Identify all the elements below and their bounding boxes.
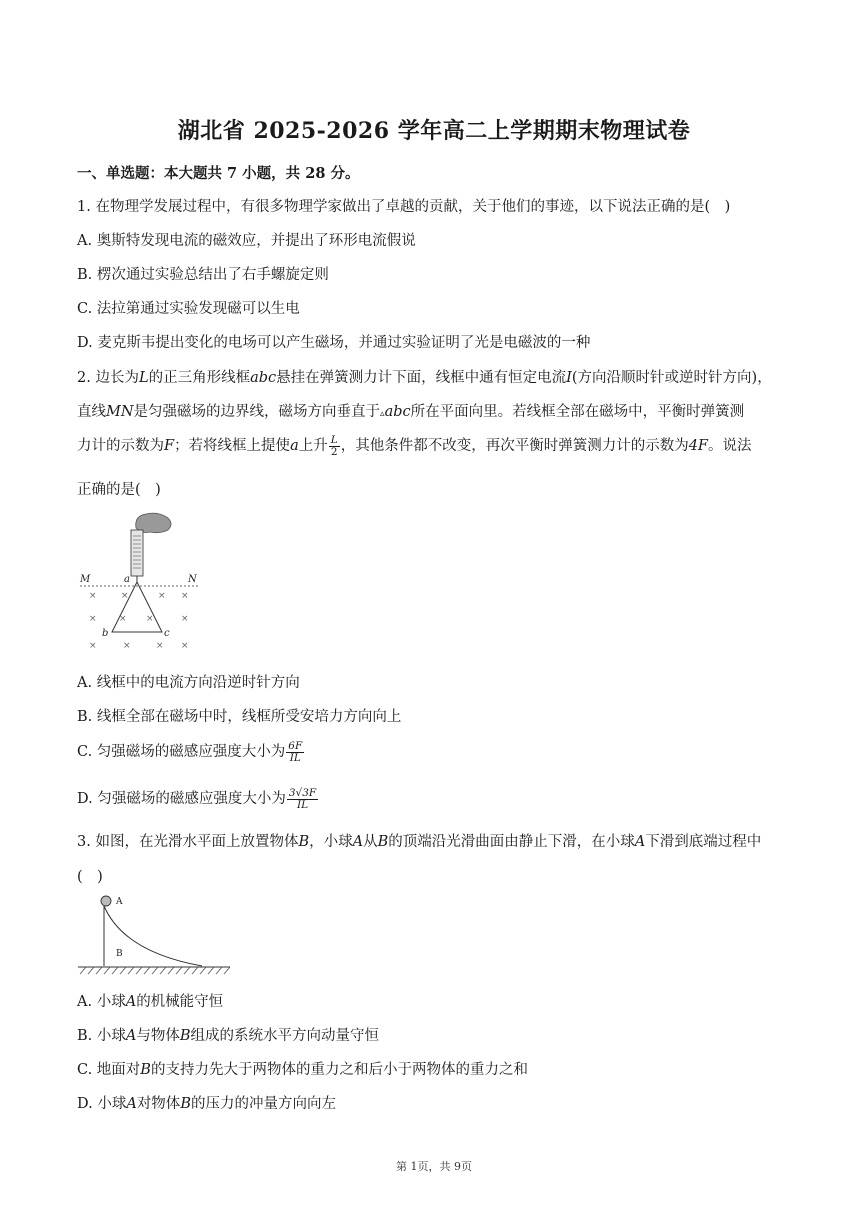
svg-text:×: × (181, 641, 189, 651)
q3-text: 的顶端沿光滑曲面由静止下滑，在小球 (388, 834, 635, 850)
q3-text: 下滑到底端过程中 (645, 834, 762, 850)
q3-text: B. 小球 (77, 1028, 126, 1044)
ground-hatching (80, 967, 230, 974)
section-heading: 一、单选题：本大题共 7 小题，共 28 分。 (77, 165, 360, 182)
svg-text:×: × (89, 614, 97, 624)
q2-option-c-text: C. 匀强磁场的磁感应强度大小为 (77, 744, 286, 760)
q2-text: 是匀强磁场的边界线，磁场方向垂直于 (133, 404, 381, 420)
q3-symbol: A (125, 994, 137, 1010)
svg-text:×: × (181, 614, 189, 624)
q2-option-a: A. 线框中的电流方向沿逆时针方向 (77, 675, 300, 691)
q3-text: 的机械能守恒 (136, 994, 224, 1010)
svg-text:×: × (89, 591, 97, 601)
q2-stem-line4: 正确的是( ) (77, 482, 161, 498)
q3-symbol: A (352, 834, 364, 850)
q3-stem-line2: ( ) (77, 869, 103, 885)
fraction-numerator: L (330, 433, 338, 446)
q3-symbol: A (634, 834, 646, 850)
q3-symbol: B (298, 834, 310, 850)
fraction-6f-over-il (286, 741, 304, 764)
q2-text: 。说法 (708, 438, 752, 454)
q1-option-a: A. 奥斯特发现电流的磁效应，并提出了环形电流假说 (77, 233, 416, 249)
q2-text: (方向沿顺时针或逆时针方向)， (571, 370, 772, 386)
label-c: c (164, 628, 170, 639)
q2-option-d-text: D. 匀强磁场的磁感应强度大小为 (77, 791, 286, 807)
ball-icon (101, 896, 111, 906)
q2-text: ；若将线框上提使 (174, 438, 291, 454)
q3-stem-line1 (77, 830, 761, 851)
q3-symbol: A (126, 1096, 137, 1112)
q2-option-c (77, 740, 305, 764)
q2-symbol: MN (106, 404, 134, 420)
q2-option-d (77, 787, 319, 811)
svg-text:×: × (181, 591, 189, 601)
q3-symbol: B (140, 1062, 151, 1078)
q2-text: 上升 (298, 438, 328, 454)
svg-text:×: × (123, 641, 131, 651)
q2-stem-line1 (77, 366, 772, 387)
q3-option-d (77, 1092, 336, 1113)
label-ball-a: A (116, 897, 123, 907)
svg-text:×: × (156, 641, 164, 651)
fraction-numerator: 3√3F (288, 786, 317, 799)
q3-text: 从 (363, 834, 378, 850)
spring-scale-icon (131, 530, 143, 576)
q2-stem-line2 (77, 400, 744, 421)
triangle-frame (112, 582, 162, 632)
q3-text: 的支持力先大于两物体的重力之和后小于两物体的重力之和 (150, 1062, 528, 1078)
label-a: a (124, 574, 130, 585)
q3-symbol: B (179, 1028, 191, 1044)
label-n: N (188, 574, 197, 585)
q3-text: 的压力的冲量方向向左 (190, 1096, 336, 1112)
fraction-3root3f-over-il (287, 788, 318, 811)
q2-text: 悬挂在弹簧测力计下面，线框中通有恒定电流 (276, 370, 567, 386)
q3-text: 与物体 (136, 1028, 180, 1044)
q3-option-a (77, 990, 223, 1011)
exam-title: 湖北省 2025-2026 学年高二上学期期末物理试卷 (177, 118, 691, 144)
svg-text:×: × (158, 591, 166, 601)
q3-text: 组成的系统水平方向动量守恒 (190, 1028, 380, 1044)
curved-block-figure (76, 890, 236, 980)
q3-text: ，小球 (309, 834, 353, 850)
q3-text: A. 小球 (77, 994, 126, 1010)
q3-text: 3. 如图，在光滑水平面上放置物体 (77, 834, 299, 850)
q2-text: 直线 (77, 404, 106, 420)
q2-text: 的正三角形线框 (148, 370, 251, 386)
fraction-l-over-2 (329, 435, 340, 458)
q2-symbol: a (290, 438, 299, 454)
fraction-denominator: 2 (330, 445, 338, 458)
q3-option-c (77, 1058, 528, 1079)
q2-symbol: F (164, 438, 175, 454)
fraction-numerator: 6F (288, 739, 303, 752)
label-block-b: B (116, 949, 123, 959)
magnetic-field-marks (89, 591, 189, 651)
q2-text: 所在平面向里。若线框全部在磁场中，平衡时弹簧测 (410, 404, 745, 420)
q1-option-b: B. 楞次通过实验总结出了右手螺旋定则 (77, 267, 329, 283)
q3-text: D. 小球 (77, 1096, 127, 1112)
q1-option-d: D. 麦克斯韦提出变化的电场可以产生磁场，并通过实验证明了光是电磁波的一种 (77, 335, 591, 351)
q1-option-c: C. 法拉第通过实验发现磁可以生电 (77, 301, 300, 317)
svg-text:×: × (146, 614, 154, 624)
svg-text:×: × (121, 591, 129, 601)
q2-symbol: abc (384, 404, 411, 420)
q2-stem-line3 (77, 434, 752, 458)
q3-symbol: A (125, 1028, 137, 1044)
q2-symbol: L (138, 370, 149, 386)
q2-option-b: B. 线框全部在磁场中时，线框所受安培力方向向上 (77, 709, 402, 725)
q2-symbol: abc (250, 370, 277, 386)
page-footer: 第 1页，共 9页 (396, 1160, 472, 1173)
label-m: M (80, 574, 91, 585)
label-b: b (102, 628, 109, 639)
fraction-denominator: IL (289, 751, 301, 764)
svg-text:×: × (89, 641, 97, 651)
q3-text: 对物体 (136, 1096, 181, 1112)
q2-text: 力计的示数为 (77, 438, 164, 454)
fraction-denominator: IL (296, 798, 309, 811)
q2-value: 4F (688, 438, 708, 454)
q3-symbol: B (180, 1096, 191, 1112)
q2-text: 2. 边长为 (77, 370, 139, 386)
q2-symbol: ▵ (380, 409, 385, 419)
spring-scale-figure (76, 508, 206, 668)
q3-option-b (77, 1024, 379, 1045)
q2-symbol: I (566, 370, 572, 386)
q3-symbol: B (377, 834, 389, 850)
svg-text:×: × (119, 614, 127, 624)
q3-text: C. 地面对 (77, 1062, 141, 1078)
q1-stem: 1. 在物理学发展过程中，有很多物理学家做出了卓越的贡献，关于他们的事迹，以下说法正确的是( ) (77, 199, 731, 215)
q2-text: ，其他条件都不改变，再次平衡时弹簧测力计的示数为 (340, 438, 689, 454)
